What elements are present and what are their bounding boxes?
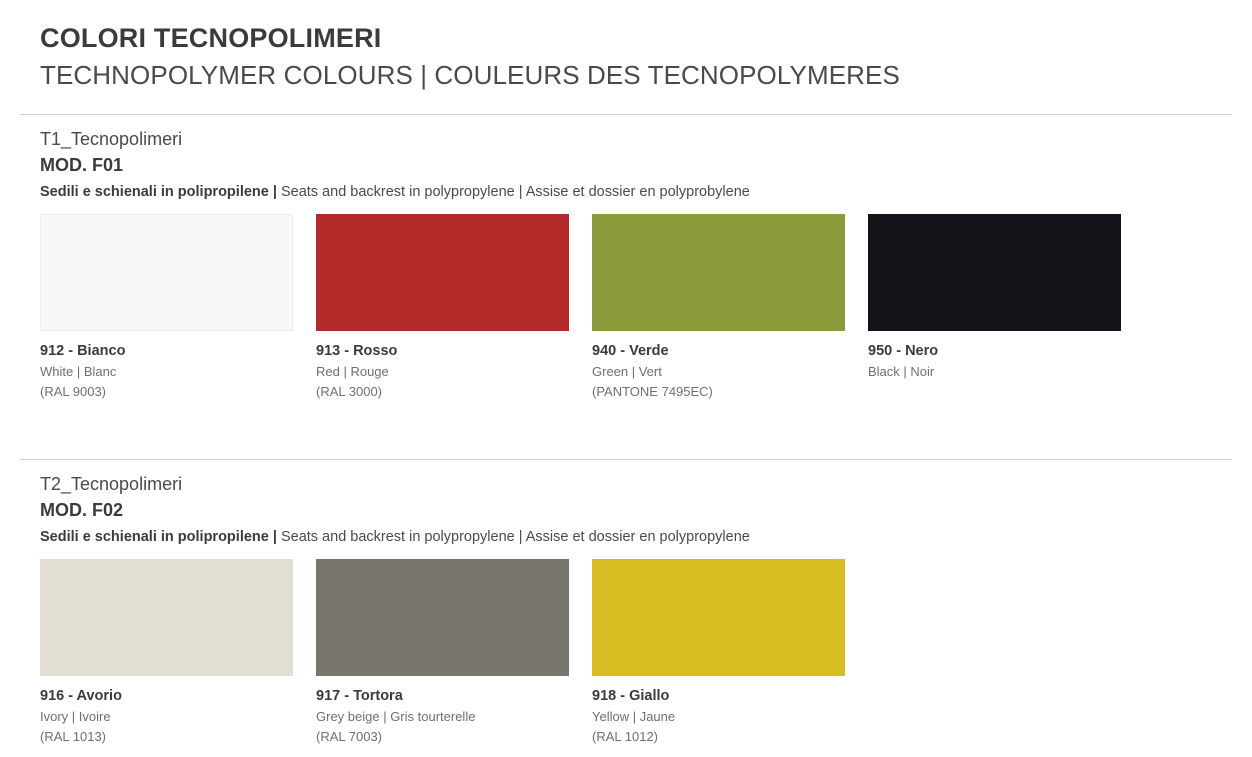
- page-subtitle: TECHNOPOLYMER COLOURS | COULEURS DES TECNOPOLYMERES: [40, 60, 900, 91]
- section-model: MOD. F02: [40, 499, 124, 520]
- color-translation: White | Blanc: [40, 364, 117, 380]
- swatch-grid-t1: [40, 214, 1252, 401]
- color-reference: (RAL 3000): [316, 384, 382, 400]
- color-swatch: [316, 559, 592, 746]
- section-code: T1_Tecnopolimeri: [40, 128, 183, 149]
- color-code-name: 918 - Giallo: [592, 688, 670, 705]
- section-description-sep-1: |: [268, 529, 281, 546]
- color-reference: (RAL 1013): [40, 729, 106, 745]
- color-reference: (PANTONE 7495EC): [592, 384, 713, 400]
- color-code-name: 917 - Tortora: [316, 688, 403, 705]
- color-translation: Black | Noir: [868, 364, 935, 380]
- color-chip: [868, 214, 1121, 331]
- color-swatch: [592, 214, 868, 401]
- section-description-en: Seats and backrest in polypropylene: [280, 184, 515, 201]
- section-description-fr: Assise et dossier en polyprobylene: [525, 184, 750, 201]
- color-chip: [592, 214, 845, 331]
- color-code-name: 950 - Nero: [868, 343, 939, 360]
- color-translation: Green | Vert: [592, 364, 662, 380]
- color-code-name: 916 - Avorio: [40, 688, 122, 705]
- section-description-sep-2: |: [514, 529, 526, 546]
- section-description-sep-1: |: [268, 184, 281, 201]
- section-divider: [20, 114, 1232, 115]
- swatch-grid-t2: [40, 559, 1252, 746]
- color-code-name: 912 - Bianco: [40, 343, 126, 360]
- color-translation: Red | Rouge: [316, 364, 389, 380]
- section-t1: [0, 114, 1252, 401]
- section-description-it: Sedili e schienali in polipropilene: [40, 184, 269, 201]
- section-description: [40, 183, 1252, 202]
- section-code: T2_Tecnopolimeri: [40, 473, 183, 494]
- color-chip: [40, 559, 293, 676]
- section-model: MOD. F01: [40, 154, 124, 175]
- color-swatch: [868, 214, 1144, 401]
- color-chip: [40, 214, 293, 331]
- section-description-sep-2: |: [514, 184, 526, 201]
- color-swatch: [592, 559, 868, 746]
- color-translation: Grey beige | Gris tourterelle: [316, 709, 476, 725]
- section-divider: [20, 459, 1232, 460]
- color-chip: [316, 214, 569, 331]
- color-reference: (RAL 1012): [592, 729, 658, 745]
- section-description-en: Seats and backrest in polypropylene: [280, 529, 515, 546]
- color-swatch: [316, 214, 592, 401]
- color-swatch: [40, 214, 316, 401]
- color-reference: (RAL 7003): [316, 729, 382, 745]
- section-description-fr: Assise et dossier en polypropylene: [525, 529, 750, 546]
- color-swatch: [40, 559, 316, 746]
- section-description-it: Sedili e schienali in polipropilene: [40, 529, 269, 546]
- color-reference: (RAL 9003): [40, 384, 106, 400]
- color-chip: [592, 559, 845, 676]
- document-header: [0, 0, 1252, 92]
- page-title: COLORI TECNOPOLIMERI: [40, 23, 382, 53]
- section-description: [40, 528, 1252, 547]
- color-translation: Yellow | Jaune: [592, 709, 676, 725]
- color-chip: [316, 559, 569, 676]
- color-code-name: 913 - Rosso: [316, 343, 398, 360]
- section-t2: [0, 459, 1252, 746]
- color-translation: Ivory | Ivoire: [40, 709, 111, 725]
- color-code-name: 940 - Verde: [592, 343, 669, 360]
